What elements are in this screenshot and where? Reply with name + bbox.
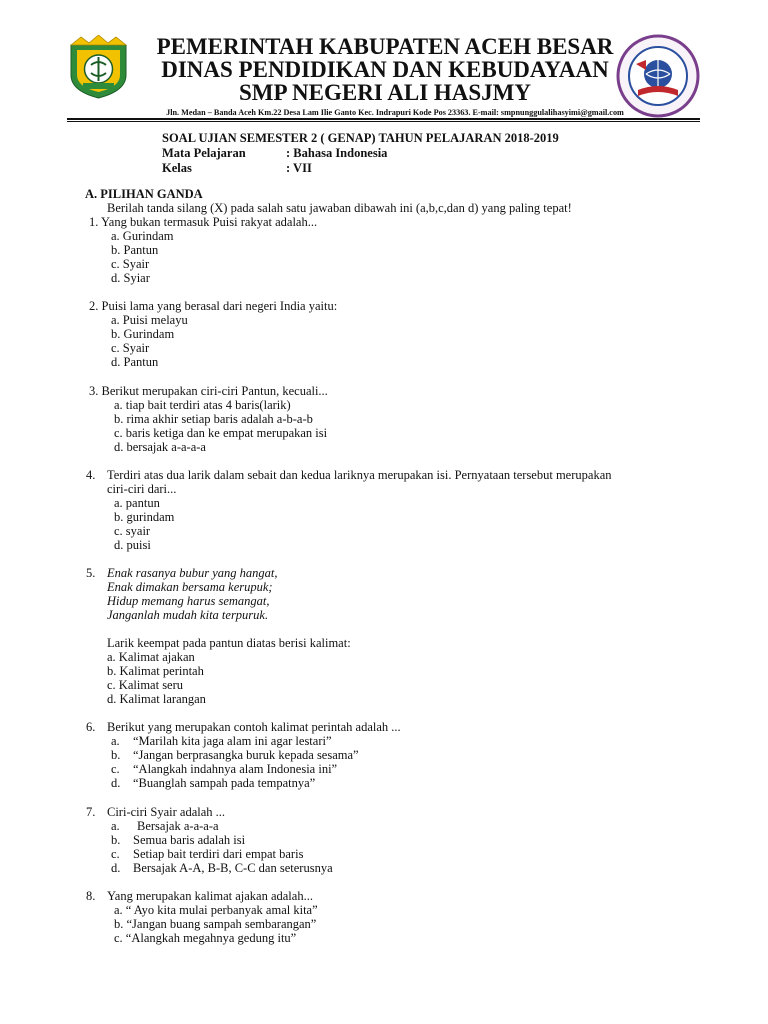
q1-option-d: d. Syiar: [111, 271, 150, 285]
q4-option-b: b. gurindam: [114, 510, 175, 524]
question-5-text: Larik keempat pada pantun diatas berisi kalimat:: [107, 636, 351, 650]
pantun-line-3: Hidup memang harus semangat,: [107, 594, 270, 608]
pantun-line-1: Enak rasanya bubur yang hangat,: [107, 566, 278, 580]
q7-option-b: Semua baris adalah isi: [133, 833, 246, 847]
question-5-number: 5.: [86, 566, 96, 580]
pantun-line-2: Enak dimakan bersama kerupuk;: [107, 580, 273, 594]
q7-option-d-label: d.: [111, 861, 121, 875]
subject-label: Mata Pelajaran: [162, 146, 246, 160]
q4-option-a: a. pantun: [114, 496, 160, 510]
q7-option-c-label: c.: [111, 847, 120, 861]
section-instruction: Berilah tanda silang (X) pada salah satu jawaban dibawah ini (a,b,c,dan d) yang paling tepat!: [107, 201, 572, 215]
q8-option-b: b. “Jangan buang sampah sembarangan”: [114, 917, 317, 931]
q7-option-c: Setiap bait terdiri dari empat baris: [133, 847, 304, 861]
question-8-number: 8.: [86, 889, 96, 903]
class-label: Kelas: [162, 161, 192, 175]
question-6-text: Berikut yang merupakan contoh kalimat perintah adalah ...: [107, 720, 401, 734]
question-3: 3. Berikut merupakan ciri-ciri Pantun, kecuali...: [89, 384, 328, 398]
question-4-line-1: Terdiri atas dua larik dalam sebait dan kedua lariknya merupakan isi. Pernyataan tersebut merupakan: [107, 468, 612, 482]
q3-option-d: d. bersajak a-a-a-a: [114, 440, 206, 454]
q1-option-c: c. Syair: [111, 257, 150, 271]
q4-option-c: c. syair: [114, 524, 151, 538]
q8-option-c: c. “Alangkah megahnya gedung itu”: [114, 931, 297, 945]
school-seal-logo: [616, 34, 700, 118]
q4-option-d: d. puisi: [114, 538, 151, 552]
subject-value: : Bahasa Indonesia: [286, 146, 388, 160]
q7-option-a: Bersajak a-a-a-a: [137, 819, 219, 833]
question-1: 1. Yang bukan termasuk Puisi rakyat adalah...: [89, 215, 318, 229]
q6-option-c-label: c.: [111, 762, 120, 776]
q3-option-a: a. tiap bait terdiri atas 4 baris(larik): [114, 398, 291, 412]
aceh-besar-logo: [67, 35, 130, 99]
q2-option-a: a. Puisi melayu: [111, 313, 188, 327]
q1-option-b: b. Pantun: [111, 243, 159, 257]
question-2: 2. Puisi lama yang berasal dari negeri India yaitu:: [89, 299, 338, 313]
header-government: PEMERINTAH KABUPATEN ACEH BESAR: [156, 34, 614, 59]
header-department: DINAS PENDIDIKAN DAN KEBUDAYAAN: [161, 57, 609, 82]
question-6-number: 6.: [86, 720, 96, 734]
q6-option-a-label: a.: [111, 734, 120, 748]
q2-option-c: c. Syair: [111, 341, 150, 355]
q6-option-a: “Marilah kita jaga alam ini agar lestari”: [133, 734, 332, 748]
header-divider-thick: [67, 118, 700, 120]
question-8-text: Yang merupakan kalimat ajakan adalah...: [107, 889, 313, 903]
question-4-number: 4.: [86, 468, 96, 482]
q6-option-d-label: d.: [111, 776, 121, 790]
q3-option-b: b. rima akhir setiap baris adalah a-b-a-b: [114, 412, 313, 426]
q2-option-b: b. Gurindam: [111, 327, 175, 341]
q6-option-b-label: b.: [111, 748, 121, 762]
q7-option-d: Bersajak A-A, B-B, C-C dan seterusnya: [133, 861, 333, 875]
pantun-line-4: Janganlah mudah kita terpuruk.: [107, 608, 269, 622]
q1-option-a: a. Gurindam: [111, 229, 174, 243]
q6-option-b: “Jangan berprasangka buruk kepada sesama”: [133, 748, 359, 762]
q2-option-d: d. Pantun: [111, 355, 159, 369]
q5-option-d: d. Kalimat larangan: [107, 692, 206, 706]
q8-option-a: a. “ Ayo kita mulai perbanyak amal kita”: [114, 903, 318, 917]
q6-option-c: “Alangkah indahnya alam Indonesia ini”: [133, 762, 338, 776]
q6-option-d: “Buanglah sampah pada tempatnya”: [133, 776, 316, 790]
header-school: SMP NEGERI ALI HASJMY: [238, 80, 531, 105]
q5-option-b: b. Kalimat perintah: [107, 664, 204, 678]
school-address: Jln. Medan – Banda Aceh Km.22 Desa Lam Ilie Ganto Kec. Indrapuri Kode Pos 23363. E-mail: smpnunggulalihasyimi@gmail.com: [166, 108, 624, 117]
exam-title: SOAL UJIAN SEMESTER 2 ( GENAP) TAHUN PELAJARAN 2018-2019: [162, 131, 559, 145]
section-heading: A. PILIHAN GANDA: [85, 187, 203, 201]
q7-option-a-label: a.: [111, 819, 120, 833]
q5-option-a: a. Kalimat ajakan: [107, 650, 195, 664]
class-value: : VII: [286, 161, 312, 175]
header-divider-thin: [67, 121, 700, 122]
q3-option-c: c. baris ketiga dan ke empat merupakan isi: [114, 426, 328, 440]
question-7-number: 7.: [86, 805, 96, 819]
question-4-line-2: ciri-ciri dari...: [107, 482, 177, 496]
q5-option-c: c. Kalimat seru: [107, 678, 184, 692]
q7-option-b-label: b.: [111, 833, 121, 847]
question-7-text: Ciri-ciri Syair adalah ...: [107, 805, 226, 819]
